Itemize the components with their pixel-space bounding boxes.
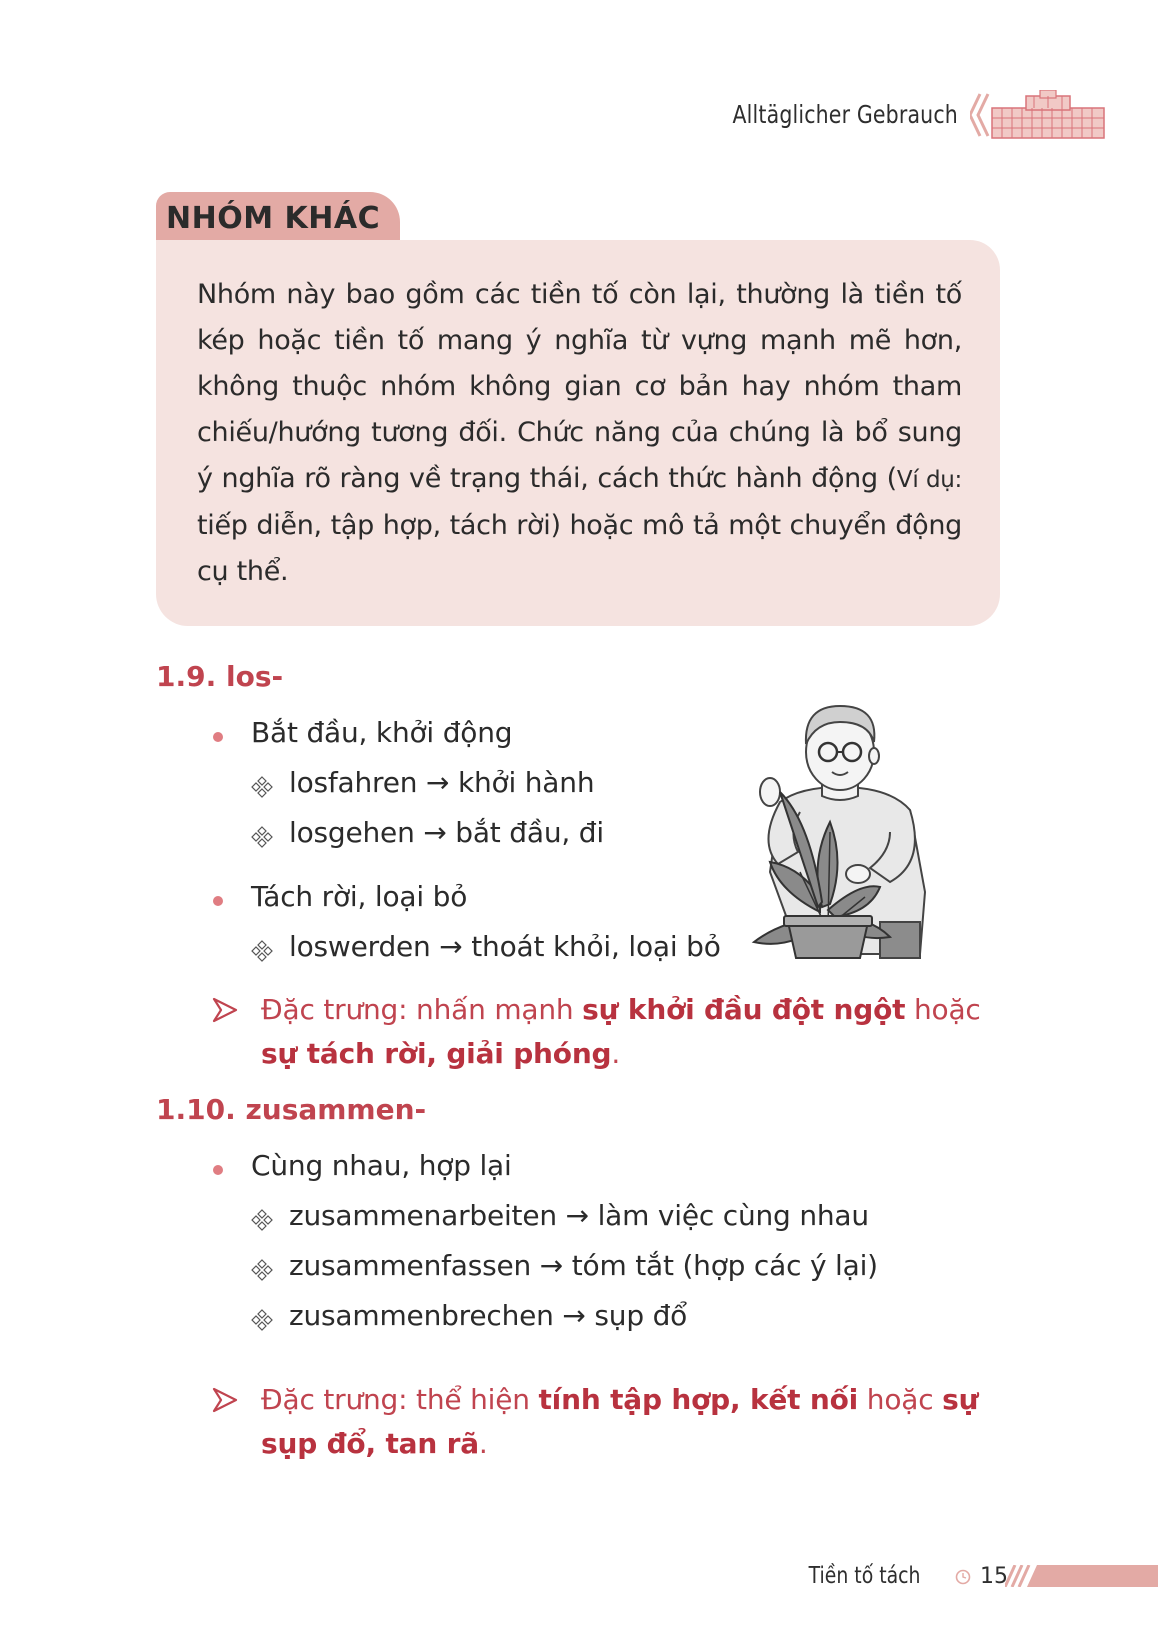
example-item: losfahren → khởi hành <box>289 766 595 799</box>
feature-emphasis: sự sụp đổ, tan rã <box>261 1383 979 1460</box>
feature-note <box>261 988 1006 1076</box>
box-line <box>197 456 962 503</box>
diamond-bullet-icon <box>251 1309 273 1331</box>
box-line: chiếu/hướng tương đối. Chức năng của chúng là bổ sung <box>197 417 962 448</box>
arrowhead-bullet-icon <box>212 997 238 1023</box>
example-item: zusammenfassen → tóm tắt (hợp các ý lại) <box>289 1249 878 1282</box>
feature-connector: hoặc <box>858 1383 943 1416</box>
box-title: NHÓM KHÁC <box>166 201 381 236</box>
bullet-label: Bắt đầu, khởi động <box>251 716 513 749</box>
box-line: tiếp diễn, tập hợp, tách rời) hoặc mô tả một chuyển động <box>197 510 962 541</box>
box-line: kép hoặc tiền tố mang ý nghĩa từ vựng mạnh mẽ hơn, <box>197 325 962 356</box>
footer-stripe-decoration <box>1005 1565 1158 1587</box>
feature-emphasis: tính tập hợp, kết nối <box>538 1383 859 1416</box>
running-footer-title: Tiền tố tách <box>809 1563 921 1589</box>
example-item: loswerden → thoát khỏi, loại bỏ <box>289 930 721 963</box>
box-line-text: ý nghĩa rõ ràng về trạng thái, cách thức hành động ( <box>197 463 897 494</box>
page-number: 15 <box>980 1564 1008 1589</box>
bullet-icon <box>213 1165 223 1175</box>
bullet-label: Tách rời, loại bỏ <box>251 880 468 913</box>
clock-icon <box>955 1569 971 1585</box>
box-line: không thuộc nhóm không gian cơ bản hay nhóm tham <box>197 371 962 402</box>
example-item: zusammenbrechen → sụp đổ <box>289 1299 688 1332</box>
feature-suffix: . <box>478 1427 488 1460</box>
feature-suffix: . <box>611 1037 621 1070</box>
feature-prefix: Đặc trưng: thể hiện <box>261 1383 539 1416</box>
example-item: zusammenarbeiten → làm việc cùng nhau <box>289 1199 869 1232</box>
diamond-bullet-icon <box>251 776 273 798</box>
feature-emphasis: sự khởi đầu đột ngột <box>582 993 906 1026</box>
diamond-bullet-icon <box>251 826 273 848</box>
diamond-bullet-icon <box>251 940 273 962</box>
running-header-title: Alltäglicher Gebrauch <box>732 100 958 129</box>
feature-connector: hoặc <box>905 993 981 1026</box>
info-box-text <box>197 272 962 595</box>
arrowhead-bullet-icon <box>212 1387 238 1413</box>
box-line: cụ thể. <box>197 556 289 587</box>
old-man-watering-plant-illustration <box>740 692 940 964</box>
feature-prefix: Đặc trưng: nhấn mạnh <box>261 993 583 1026</box>
bullet-icon <box>213 896 223 906</box>
example-item: losgehen → bắt đầu, đi <box>289 816 604 849</box>
bullet-label: Cùng nhau, hợp lại <box>251 1149 512 1182</box>
feature-note <box>261 1378 1006 1466</box>
diamond-bullet-icon <box>251 1259 273 1281</box>
diamond-bullet-icon <box>251 1209 273 1231</box>
section-heading: 1.9. los- <box>156 660 284 693</box>
building-icon <box>970 90 1105 140</box>
example-label: Ví dụ: <box>896 467 962 493</box>
box-line: Nhóm này bao gồm các tiền tố còn lại, thường là tiền tố <box>197 279 962 310</box>
section-heading: 1.10. zusammen- <box>156 1093 427 1126</box>
bullet-icon <box>213 732 223 742</box>
feature-emphasis: sự tách rời, giải phóng <box>261 1037 612 1070</box>
